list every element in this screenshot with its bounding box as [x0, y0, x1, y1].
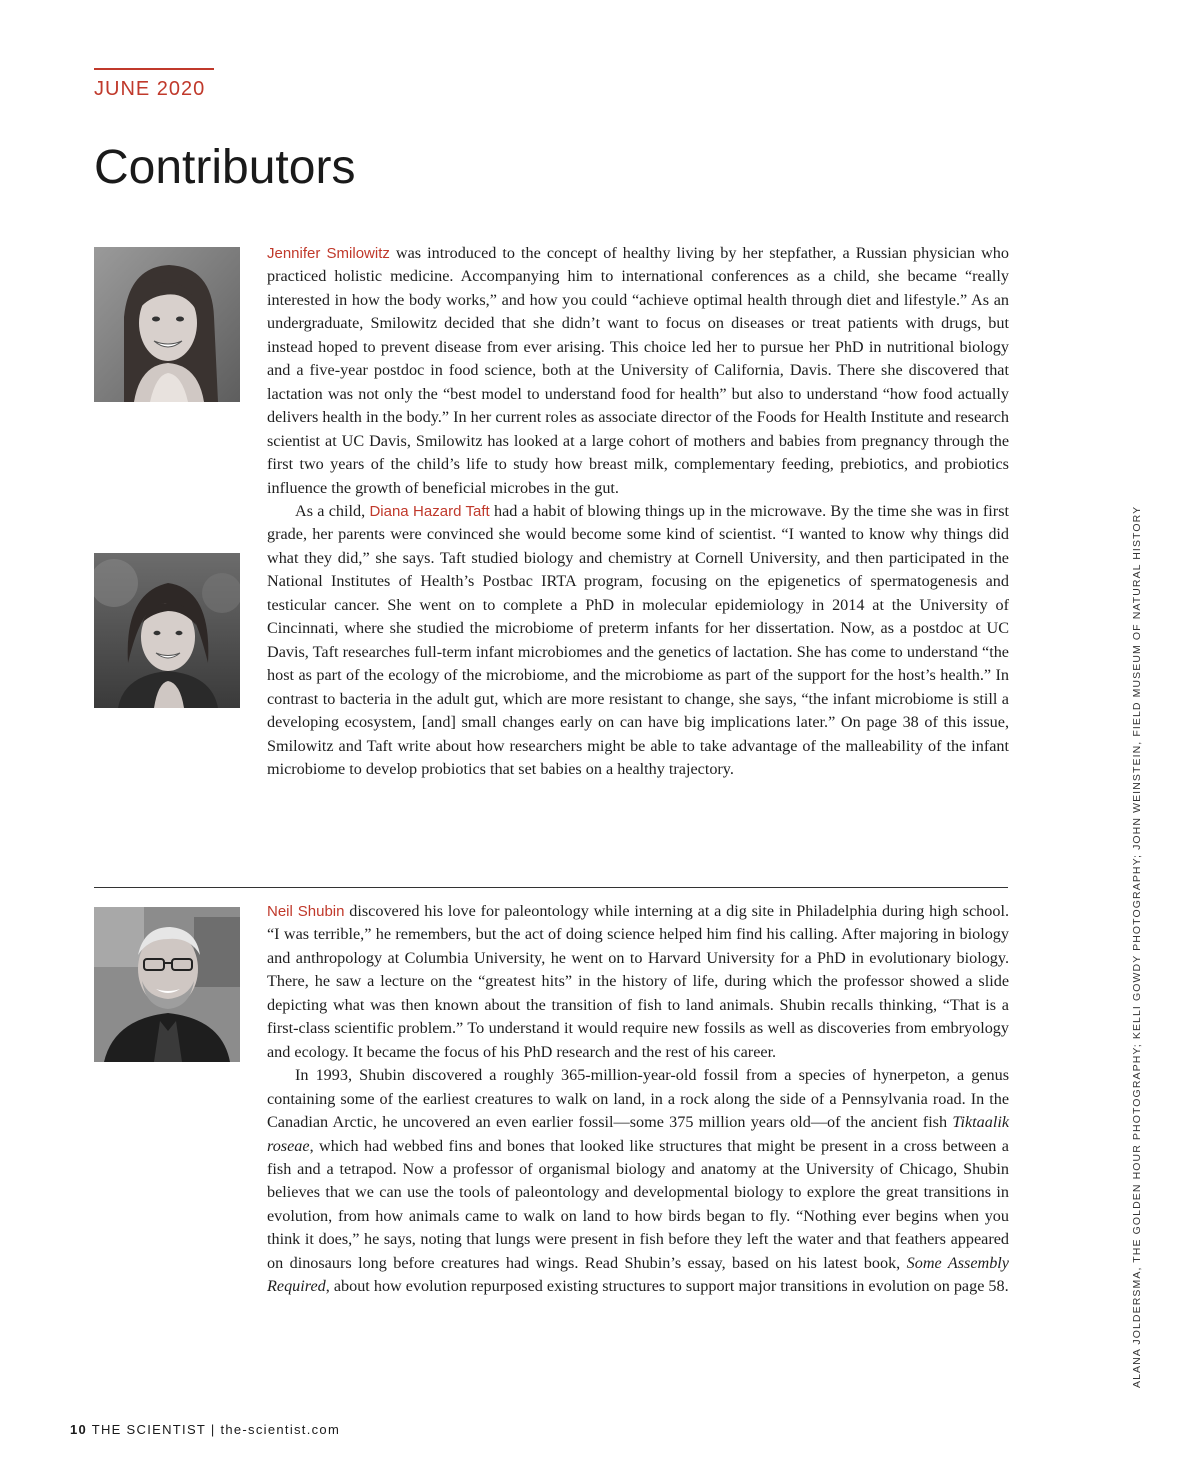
bio-text: , about how evolution repurposed existing structures to support major transitions in evolution on page 58.	[325, 1277, 1009, 1296]
bio-text: In 1993, Shubin discovered a roughly 365-million-year-old fossil from a species of hynerpeton, a genus containing some of the earliest creatures to walk on land, in a rock along the side of a Pennsylvania road. In the Canadian Arctic, he uncovered an even earlier fossil—some 375 million years old—of the ancient fish	[267, 1066, 1009, 1132]
website-link[interactable]: the-scientist.com	[220, 1422, 341, 1437]
page-number: 10	[70, 1422, 88, 1437]
book-title: Some Assembly Required	[267, 1253, 1009, 1296]
contributor-name: Neil Shubin	[267, 903, 345, 920]
bio-text: , which had webbed fins and bones that looked like structures that might be present in a cross between a fish and a tetrapod. Now a professor of organismal biology and anatomy at the University of Chicago, Shubin believes that we can use the tools of paleontology and developmental biology to explore the great transitions in evolution, from how animals came to walk on land to how birds began to fly. “Nothing ever begins when you think it does,” he says, noting that lungs were present in fish before they left the water and that feathers appeared on dinosaurs long before creatures had wings. Read Shubin’s essay, based on his latest book,	[267, 1136, 1009, 1272]
contributor-name: Diana Hazard Taft	[369, 502, 490, 520]
contributors-section-1	[267, 242, 1009, 781]
bio-shubin	[267, 900, 1009, 1064]
bio-text: had a habit of blowing things up in the microwave. By the time she was in first grade, her parents were convinced she would become some kind of scientist. “I wanted to know why things did what they did,” she says. Taft studied biology and chemistry at Cornell University, and then participated in the National Institutes of Health’s Postbac IRTA program, focusing on the epigenetics of spermatogenesis and testicular cancer. She went on to complete a PhD in molecular epidemiology in 2014 at the University of Cincinnati, where she studied the microbiome of preterm infants for her dissertation. Now, as a postdoc at UC Davis, Taft researches full-term infant microbiomes and the genetics of lactation. She has come to understand “the host as part of the ecology of the microbiome, and the microbiome as part of the support for the host’s health.” In contrast to bacteria in the adult gut, which are more resistant to change, she says, “the infant microbiome is still a developing ecosystem, [and] small changes early on can have big implications later.” On page 38 of this issue, Smilowitz and Taft write about how researchers might be able to take advantage of the malleability of the infant microbiome to develop probiotics that set babies on a healthy trajectory.	[267, 501, 1009, 778]
section-divider	[94, 887, 1008, 888]
bio-lead: As a child,	[295, 501, 370, 520]
contributor-name: Jennifer Smilowitz	[267, 245, 390, 262]
issue-date: JUNE 2020	[94, 68, 214, 101]
page-footer	[70, 1422, 340, 1437]
bio-smilowitz	[267, 242, 1009, 500]
contributors-section-2	[267, 900, 1009, 1299]
species-name: Tiktaalik roseae	[267, 1113, 1009, 1155]
photo-diana-hazard-taft	[94, 553, 240, 708]
page-title: Contributors	[94, 141, 356, 194]
bio-text: was introduced to the concept of healthy living by her stepfather, a Russian physician who practiced holistic medicine. Accompanying him to international conferences as a child, she became “really interested in how the body works,” and how you could “achieve optimal health through diet and lifestyle.” As an undergraduate, Smilowitz decided that she didn’t want to focus on diseases or treat patients with drugs, but instead hoped to prevent disease from ever arising. This choice led her to pursue her PhD in nutritional biology and a five-year postdoc in food science, both at the University of California, Davis. There she discovered that lactation was not only the “best model to understand food for health” but also to understand “how food actually delivers health in the body.” In her current roles as associate director of the Foods for Health Institute and research scientist at UC Davis, Smilowitz has looked at a large cohort of mothers and babies from pregnancy through the first two years of the child’s life to study how breast milk, complementary feeding, prebiotics, and probiotics influence the growth of beneficial microbes in the gut.	[267, 244, 1009, 497]
footer-separator: |	[210, 1422, 216, 1437]
bio-taft	[267, 500, 1009, 781]
photo-neil-shubin	[94, 907, 240, 1062]
magazine-name: THE SCIENTIST	[91, 1422, 206, 1437]
bio-text: discovered his love for paleontology while interning at a dig site in Philadelphia during high school. “I was terrible,” he remembers, but the act of doing science helped him find his calling. After majoring in biology and anthropology at Columbia University, he went on to Harvard University for a PhD in evolutionary biology. There, he saw a lecture on the “greatest hits” in the history of life, during which the professor showed a slide depicting what was then known about the transition of fish to land animals. Shubin recalls thinking, “That is a first-class scientific problem.” To understand it would require new fossils as well as discoveries from embryology and ecology. It became the focus of his PhD research and the rest of his career.	[267, 902, 1009, 1061]
photo-jennifer-smilowitz	[94, 247, 240, 402]
bio-shubin-continued	[267, 1064, 1009, 1299]
photo-credits: ALANA JOLDERSMA, THE GOLDEN HOUR PHOTOGRAPHY; KELLI GOWDY PHOTOGRAPHY; JOHN WEINSTEIN, FIELD MUSEUM OF NATURAL HISTORY	[1131, 505, 1143, 1388]
